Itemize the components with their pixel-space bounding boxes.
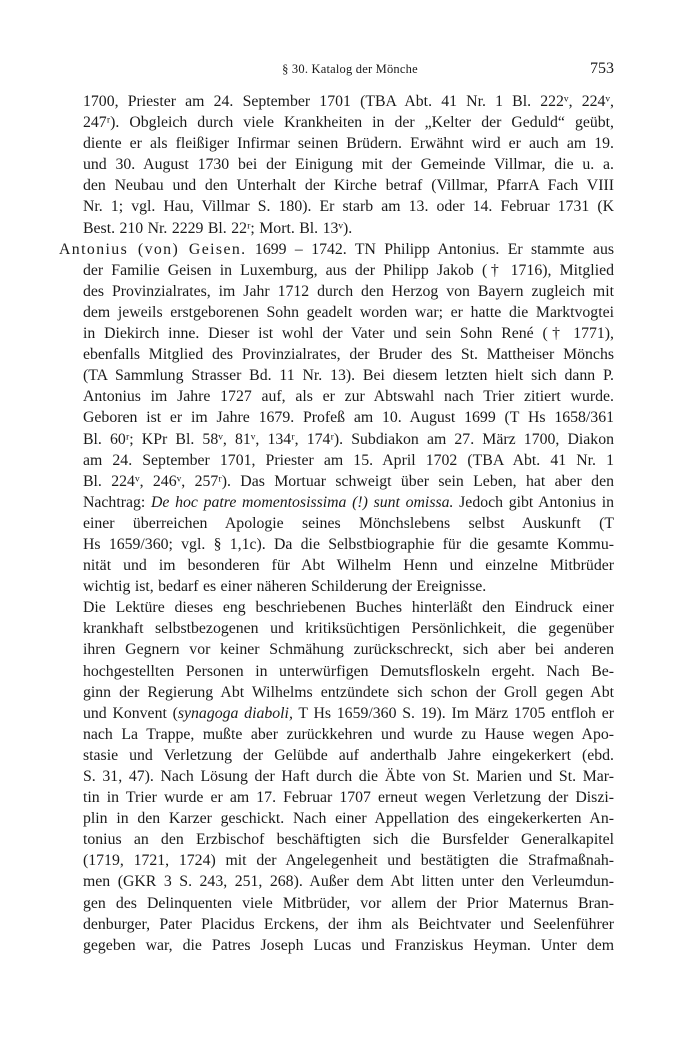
text-line: S. 31, 47). Nach Lösung der Haft durch die Äbte von St. Marien und St. Mar- [83,768,614,785]
text-line: denburger, Pater Placidus Erckens, der ihm als Beichtvater und Seelenführer [83,915,614,933]
text-line: dem jeweils erstgeborenen Sohn geadelt worden war; er hatte die Marktvogtei [83,303,614,321]
entry-heading-line [59,239,614,260]
text-line: 247ʳ). Obgleich durch viele Krankheiten in der „Kelter der Geduld“ geübt, [83,114,614,132]
text-line: Antonius im Jahre 1727 auf, als er zur Abtswahl nach Trier zitiert wurde. [83,388,614,406]
text-line: (TA Sammlung Strasser Bd. 11 Nr. 13). Bei diesem letzten hielt sich dann P. [83,367,614,385]
text-line: gen des Delinquenten viele Mitbrüder, vor allem der Prior Maternus Bran- [83,894,614,912]
entry-name: Antonius (von) Geisen. [59,240,247,258]
text-line: ebenfalls Mitglied des Provinzialrates, der Bruder des St. Mattheiser Mönchs [83,346,614,364]
text-line: ihren Gegnern vor keiner Schmähung zurückschreckt, sich aber bei anderen [83,641,614,659]
text-line: stasie und Verletzung der Gelübde auf anderthalb Jahre eingekerkert (ebd. [83,746,614,764]
text-line: den Neubau und den Unterhalt der Kirche betraf (Villmar, PfarrA Fach VIII [83,177,614,195]
text-line: plin in den Karzer geschickt. Nach einer Appellation des eingekerkerten An- [83,810,614,828]
text-line: hochgestellten Personen in unterwürfigen Demutsfloskeln ergeht. Nach Be- [83,662,614,680]
konvent-after: T Hs 1659/360 S. 19). Im März 1705 entfloh er [292,704,614,722]
text-line: nität und im besonderen für Abt Wilhelm Henn und einzelne Mitbrüder [83,557,614,575]
text-line: (1719, 1721, 1724) mit der Angelegenheit und bestätigten die Strafmaßnah- [83,852,614,870]
body-text [59,91,614,956]
text-line: Bl. 224ᵛ, 246ᵛ, 257ʳ). Das Mortuar schweigt über sein Leben, hat aber den [83,472,614,490]
nachtrag-line [83,492,614,513]
text-line: 1700, Priester am 24. September 1701 (TBA Abt. 41 Nr. 1 Bl. 222ᵛ, 224ᵛ, [83,93,614,110]
text-line: in Diekirch inne. Dieser ist wohl der Vater und sein Sohn René († 1771), [83,325,614,343]
text-line: Best. 210 Nr. 2229 Bl. 22ʳ; Mort. Bl. 13ᵛ). [83,219,353,237]
konvent-before: und Konvent ( [83,704,178,722]
text-line: Die Lektüre dieses eng beschriebenen Buches hinterläßt den Eindruck einer [83,599,614,617]
nachtrag-quote: De hoc patre momentosissima (!) sunt omissa. [150,493,454,511]
text-line: tonius an den Erzbischof beschäftigten sich die Bursfelder Generalkapitel [83,831,614,849]
nachtrag-after: Jedoch gibt Antonius in [453,493,614,511]
text-line: wichtig ist, bedarf es einer näheren Schilderung der Ereignisse. [83,578,487,596]
text-line: am 24. September 1701, Priester am 15. April 1702 (TBA Abt. 41 Nr. 1 [83,451,614,469]
text-line: gegeben war, die Patres Joseph Lucas und Franziskus Heyman. Unter dem [83,936,614,954]
text-line: des Provinzialrates, im Jahr 1712 durch den Herzog von Bayern zugleich mit [83,282,614,300]
running-head [0,60,700,80]
text-line: nach La Trappe, mußte aber zurückkehren und wurde zu Hause wegen Apo- [83,725,614,743]
text-line: Geboren ist er im Jahre 1679. Profeß am 10. August 1699 (T Hs 1658/361 [83,409,614,427]
text-line: Bl. 60ʳ; KPr Bl. 58ᵛ, 81ᵛ, 134ʳ, 174ʳ). Subdiakon am 27. März 1700, Diakon [83,430,614,448]
text-line: Hs 1659/360; vgl. § 1,1c). Da die Selbstbiographie für die gesamte Kommu- [83,535,614,553]
konvent-quote: synagoga diaboli, [177,704,293,722]
text-line: Nr. 1; vgl. Hau, Villmar S. 180). Er starb am 13. oder 14. Februar 1731 (K [83,198,614,216]
page-number: 753 [590,60,614,77]
text-line: tin in Trier wurde er am 17. Februar 1707 erneut wegen Verletzung der Diszi- [83,789,614,807]
running-title: § 30. Katalog der Mönche [282,62,418,76]
entry-heading-rest: 1699 – 1742. TN Philipp Antonius. Er stammte aus [246,240,614,258]
text-line: und 30. August 1730 bei der Einigung mit der Gemeinde Villmar, die u. a. [83,156,614,174]
text-line: ginn der Regierung Abt Wilhelms entzündete sich schon der Groll gegen Abt [83,683,614,701]
text-line: krankhaft selbstbezogenen und kritiksüchtigen Persönlichkeit, die gegenüber [83,620,614,638]
text-line: einer überreichen Apologie seines Mönchslebens selbst Auskunft (T [83,514,614,532]
konvent-line [83,703,614,724]
text-line: diente er als fleißiger Infirmar seinen Brüdern. Erwähnt wird er auch am 19. [83,135,614,153]
text-line: men (GKR 3 S. 243, 251, 268). Außer dem Abt litten unter den Verleumdun- [83,873,614,891]
text-line: der Familie Geisen in Luxemburg, aus der Philipp Jakob († 1716), Mitglied [83,261,614,279]
nachtrag-before: Nachtrag: [83,493,151,511]
